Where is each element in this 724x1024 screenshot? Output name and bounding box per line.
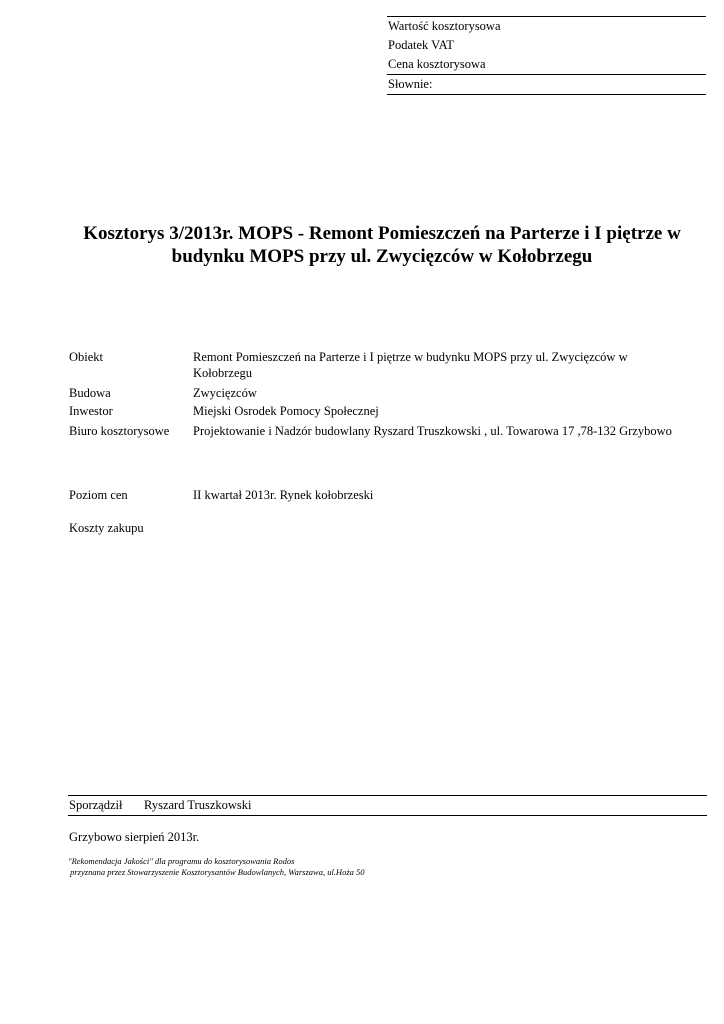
budowa-label: Budowa xyxy=(69,386,111,400)
inwestor-value: Miejski Osrodek Pomocy Społecznej xyxy=(193,404,379,418)
obiekt-value: Remont Pomieszczeń na Parterze i I piętrze w budynku MOPS przy ul. Zwycięzców w Kołobrzegu xyxy=(193,350,628,380)
footer-top-rule xyxy=(68,795,707,796)
footer-bottom-rule xyxy=(68,815,707,816)
document-title xyxy=(40,222,724,268)
title-line-2: budynku MOPS przy ul. Zwycięzców w Kołobrzegu xyxy=(171,246,593,267)
summary-row-slownie: Słownie: xyxy=(388,77,433,91)
poziom-cen-label: Poziom cen xyxy=(69,488,128,502)
sporzadzil-label: Sporządził xyxy=(69,798,123,812)
summary-row-wartosc: Wartość kosztorysowa xyxy=(388,19,501,33)
summary-row-vat: Podatek VAT xyxy=(388,38,454,52)
biuro-value: Projektowanie i Nadzór budowlany Ryszard Truszkowski , ul. Towarowa 17 ,78-132 Grzybowo xyxy=(193,424,672,438)
biuro-label: Biuro kosztorysowe xyxy=(69,424,170,438)
summary-row-cena: Cena kosztorysowa xyxy=(388,57,486,71)
title-line-1: Kosztorys 3/2013r. MOPS - Remont Pomieszczeń na Parterze i I piętrze w xyxy=(83,223,681,244)
obiekt-label: Obiekt xyxy=(69,350,104,364)
poziom-cen-value: II kwartał 2013r. Rynek kołobrzeski xyxy=(193,488,374,502)
sporzadzil-value: Ryszard Truszkowski xyxy=(144,798,252,812)
summary-bottom-rule xyxy=(387,94,706,95)
cost-summary-box xyxy=(387,16,706,95)
place-date: Grzybowo sierpień 2013r. xyxy=(69,830,200,844)
quality-note-line-2: przyznana przez Stowarzyszenie Kosztorysantów Budowlanych, Warszawa, ul.Hoża 50 xyxy=(68,867,365,877)
quality-note-line-1: "Rekomendacja Jakości" dla programu do kosztorysowania Rodos xyxy=(68,856,295,866)
koszty-zakupu-label: Koszty zakupu xyxy=(69,521,144,535)
inwestor-label: Inwestor xyxy=(69,404,113,418)
budowa-value: Zwycięzców xyxy=(193,386,257,400)
